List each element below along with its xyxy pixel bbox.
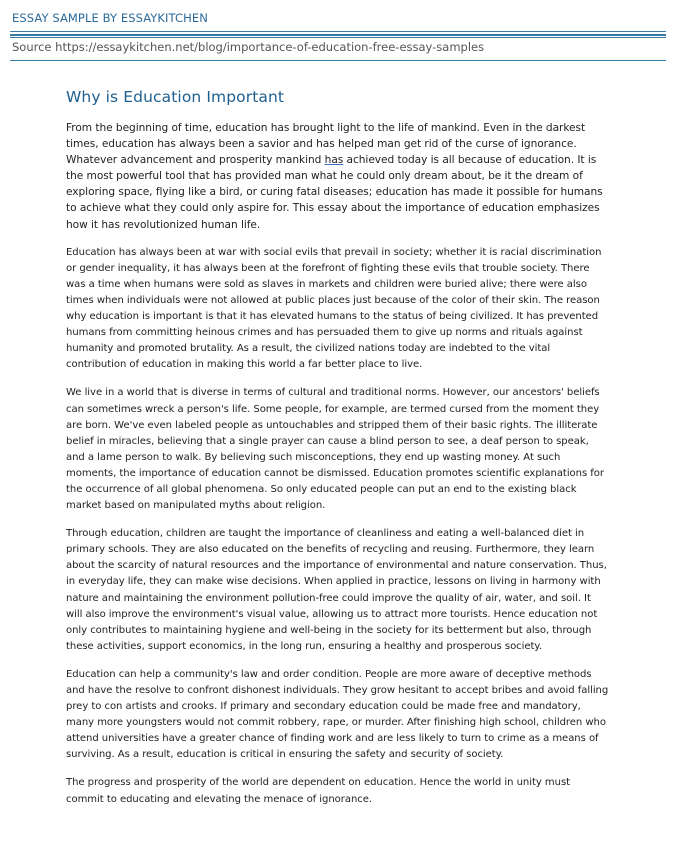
header-brand: ESSAY SAMPLE BY ESSAYKITCHEN (12, 11, 208, 25)
essay-paragraph-2: Education has always been at war with social evils that prevail in society; whether it is racial discrimination or gender inequality, it has always been at the forefront of fighting these evils that trouble society. There was a time when humans were sold as slaves in markets and children were buried alive; there were also times when individuals were not allowed at public places just because of the color of their skin. The reason why education is important is that it has elevated humans to the status of being civilized. It has prevented humans from committing heinous crimes and has persuaded them to give up norms and rituals against humanity and promoted brutality. As a result, the civilized nations today are indebted to the vital contribution of education in making this world a far better place to live. (66, 246, 602, 371)
source-rule (10, 60, 666, 61)
paragraph-1-text-start: From the beginning of time, education has brought light to the life of mankind. Even in the darkest times, education has always been a savior and has helped man get rid of the curse of ignorance. Whatever advancement and prosperity mankind (66, 122, 586, 167)
essay-paragraph-6: The progress and prosperity of the world are dependent on education. Hence the world in unity must commit to educating and elevating the menace of ignorance. (66, 777, 571, 805)
spellcheck-marked-word: has (324, 154, 344, 167)
essay-paragraph-1 (66, 120, 610, 233)
essay-paragraph-5: Education can help a community's law and order condition. People are more aware of deceptive methods and have the resolve to confront dishonest individuals. They grow hesitant to accept bribes and avoid falling prey to con artists and crooks. If primary and secondary education could be made free and mandatory, many more youngsters would not commit robbery, rape, or murder. After finishing high school, children who attend universities have a greater chance of finding work and are less likely to turn to crime as a means of surviving. As a result, education is critical in ensuring the safety and security of society. (66, 668, 609, 761)
header-double-rule-thick (10, 34, 666, 36)
header-rule (10, 31, 666, 32)
essay-body (66, 88, 610, 820)
essay-paragraph-4: Through education, children are taught the importance of cleanliness and eating a well-balanced diet in primary schools. They are also educated on the benefits of recycling and reusing. Furthermore, they learn about the scarcity of natural resources and the importance of environmental and nature conservation. Thus, in everyday life, they can make wise decisions. When applied in practice, lessons on living in harmony with nature and maintaining the environment pollution-free could improve the quality of air, water, and soil. It will also improve the environment's visual value, allowing us to attract more tourists. Hence education not only contributes to maintaining hygiene and well-being in the society for its betterment but also, through these activities, support economics, in the long run, ensuring a healthy and prosperous society. (66, 528, 607, 652)
header-double-rule-thin (10, 37, 666, 38)
paragraph-1-text-end: achieved today is all because of education. It is the most powerful tool that has provided man what he could only dream about, be it the dream of exploring space, flying like a bird, or curing fatal diseases; education has made it possible for humans to achieve what they could only aspire for. This essay about the importance of education emphasizes how it has revolutionized human life. (66, 154, 603, 231)
essay-paragraph-3: We live in a world that is diverse in terms of cultural and traditional norms. However, our ancestors' beliefs can sometimes wreck a person's life. Some people, for example, are termed cursed from the moment they are born. We've even labeled people as untouchables and stripped them of their basic rights. The illiterate belief in miracles, believing that a single prayer can cause a blind person to see, a deaf person to speak, and a lame person to walk. By believing such misconceptions, they end up wasting money. At such moments, the importance of education cannot be dismissed. Education promotes scientific explanations for the occurrence of all global phenomena. So only educated people can put an end to the existing black market based on manipulated myths about religion. (66, 387, 604, 512)
source-line: Source https://essaykitchen.net/blog/importance-of-education-free-essay-samples (12, 40, 485, 54)
essay-title: Why is Education Important (66, 88, 285, 106)
